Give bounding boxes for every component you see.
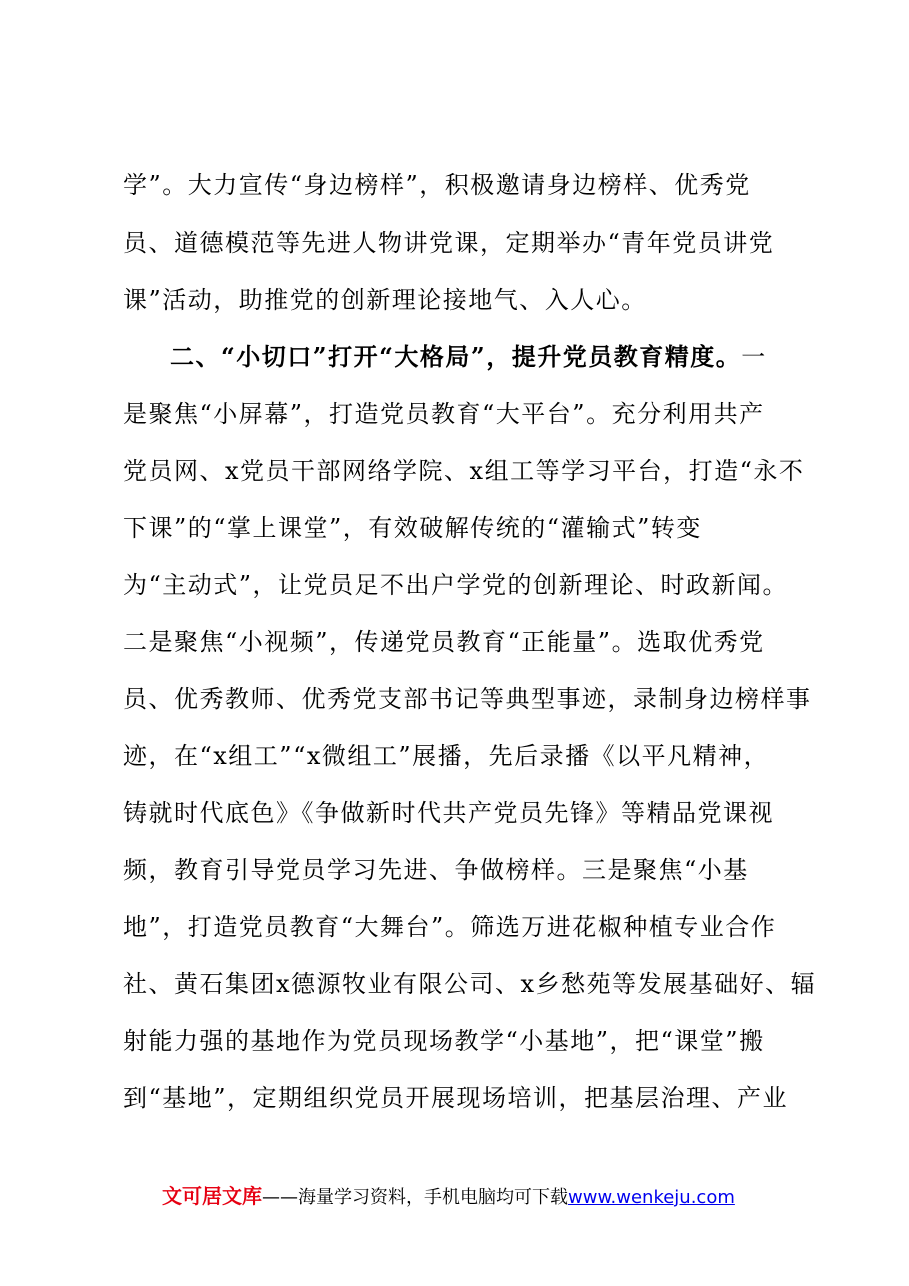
paragraph-line-8: 为“主动式”，让党员足不出户学党的创新理论、时政新闻。 [123,571,789,599]
heading-tail-text: 一 [741,343,767,371]
footer-description: ——海量学习资料，手机电脑均可下载 [262,1187,568,1208]
footer-banner [162,1183,735,1211]
paragraph-line-15: 社、黄石集团x德源牧业有限公司、x乡愁苑等发展基础好、辐 [123,970,817,998]
paragraph-line-14: 地”，打造党员教育“大舞台”。筛选万进花椒种植专业合作 [123,913,777,941]
paragraph-line-7: 下课”的“掌上课堂”，有效破解传统的“灌输式”转变 [123,514,702,542]
paragraph-line-2: 员、道德模范等先进人物讲党课，定期举办“青年党员讲党 [123,229,775,257]
section-heading: 二、“小切口”打开“大格局”，提升党员教育精度。 [170,342,742,371]
footer-url-link[interactable]: www.wenkeju.com [568,1187,735,1208]
paragraph-line-16: 射能力强的基地作为党员现场教学“小基地”，把“课堂”搬 [123,1027,765,1055]
paragraph-line-17: 到“基地”，定期组织党员开展现场培训，把基层治理、产业 [123,1084,789,1112]
paragraph-line-12: 铸就时代底色》《争做新时代共产党员先锋》等精品党课视 [123,799,774,827]
paragraph-line-9: 二是聚焦“小视频”，传递党员教育“正能量”。选取优秀党 [123,628,765,656]
paragraph-line-1: 学”。大力宣传“身边榜样”，积极邀请身边榜样、优秀党 [123,171,751,199]
paragraph-line-13: 频，教育引导党员学习先进、争做榜样。三是聚焦“小基 [123,856,749,884]
paragraph-line-5: 是聚焦“小屏幕”，打造党员教育“大平台”。充分利用共产 [123,400,765,428]
paragraph-line-6: 党员网、x党员干部网络学院、x组工等学习平台，打造“永不 [123,457,805,485]
paragraph-line-10: 员、优秀教师、优秀党支部书记等典型事迹，录制身边榜样事 [123,685,812,713]
footer-brand: 文可居文库 [162,1184,262,1208]
section-heading-line [170,342,767,372]
paragraph-line-3: 课”活动，助推党的创新理论接地气、入人心。 [123,286,647,314]
paragraph-line-11: 迹，在“x组工”“x微组工”展播，先后录播《以平凡精神， [123,742,770,770]
